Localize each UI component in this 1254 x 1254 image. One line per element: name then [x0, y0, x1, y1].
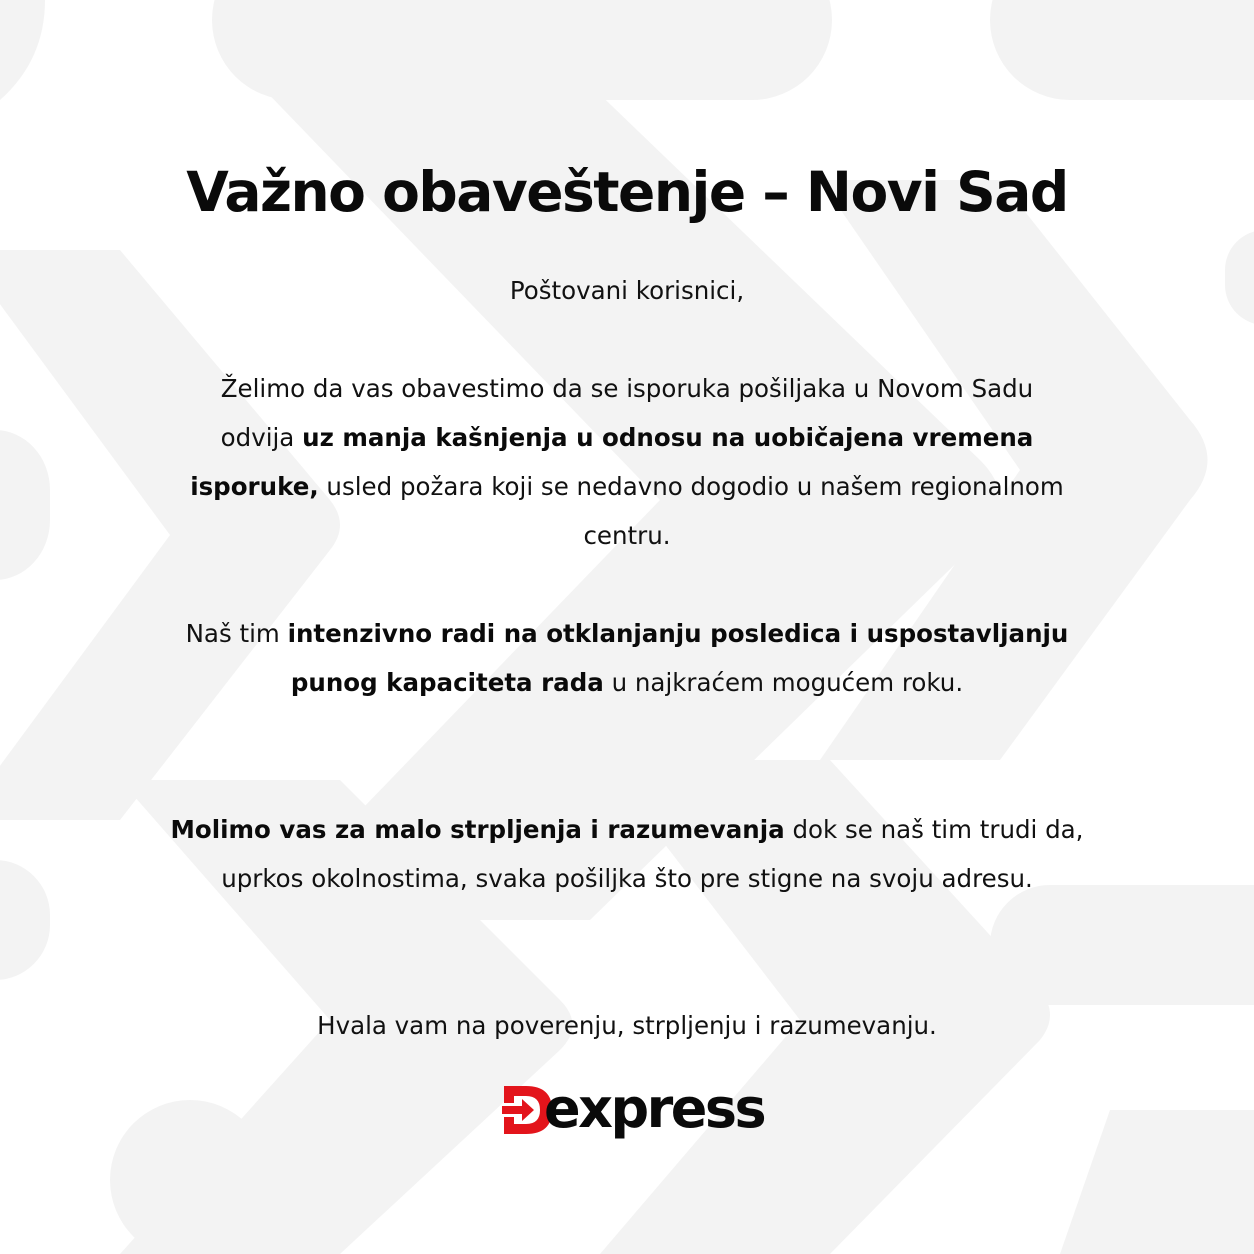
- paragraph-emphasis: Molimo vas za malo strpljenja i razumevanja: [170, 815, 785, 844]
- dexpress-logo: [502, 1077, 765, 1150]
- paragraph-emphasis: uz manja kašnjenja u odnosu na uobičajena vremena isporuke,: [190, 423, 1034, 501]
- greeting-text: Poštovani korisnici,: [509, 276, 745, 305]
- paragraph-delay-notice: [185, 364, 1069, 560]
- logo-wordmark: express: [544, 1077, 765, 1140]
- notice-title: Važno obaveštenje – Novi Sad: [186, 160, 1068, 224]
- paragraph-emphasis: intenzivno radi na otklanjanju posledica i uspostavljanju punog kapaciteta rada: [287, 619, 1069, 697]
- paragraph-text: Naš tim: [185, 619, 288, 648]
- paragraph-text: usled požara koji se nedavno dogodio u našem regionalnom centru.: [318, 472, 1064, 550]
- paragraph-text: dok se naš tim trudi da, uprkos okolnostima, svaka pošiljka što pre stigne na svoju adresu.: [221, 815, 1084, 893]
- paragraph-patience-request: [160, 805, 1094, 903]
- paragraph-team-work: [160, 609, 1094, 707]
- paragraph-text: Želimo da vas obavestimo da se isporuka pošiljaka u Novom Sadu odvija: [220, 374, 1034, 452]
- paragraph-text: u najkraćem mogućem roku.: [603, 668, 964, 697]
- closing-text: Hvala vam na poverenju, strpljenju i razumevanju.: [317, 1011, 937, 1040]
